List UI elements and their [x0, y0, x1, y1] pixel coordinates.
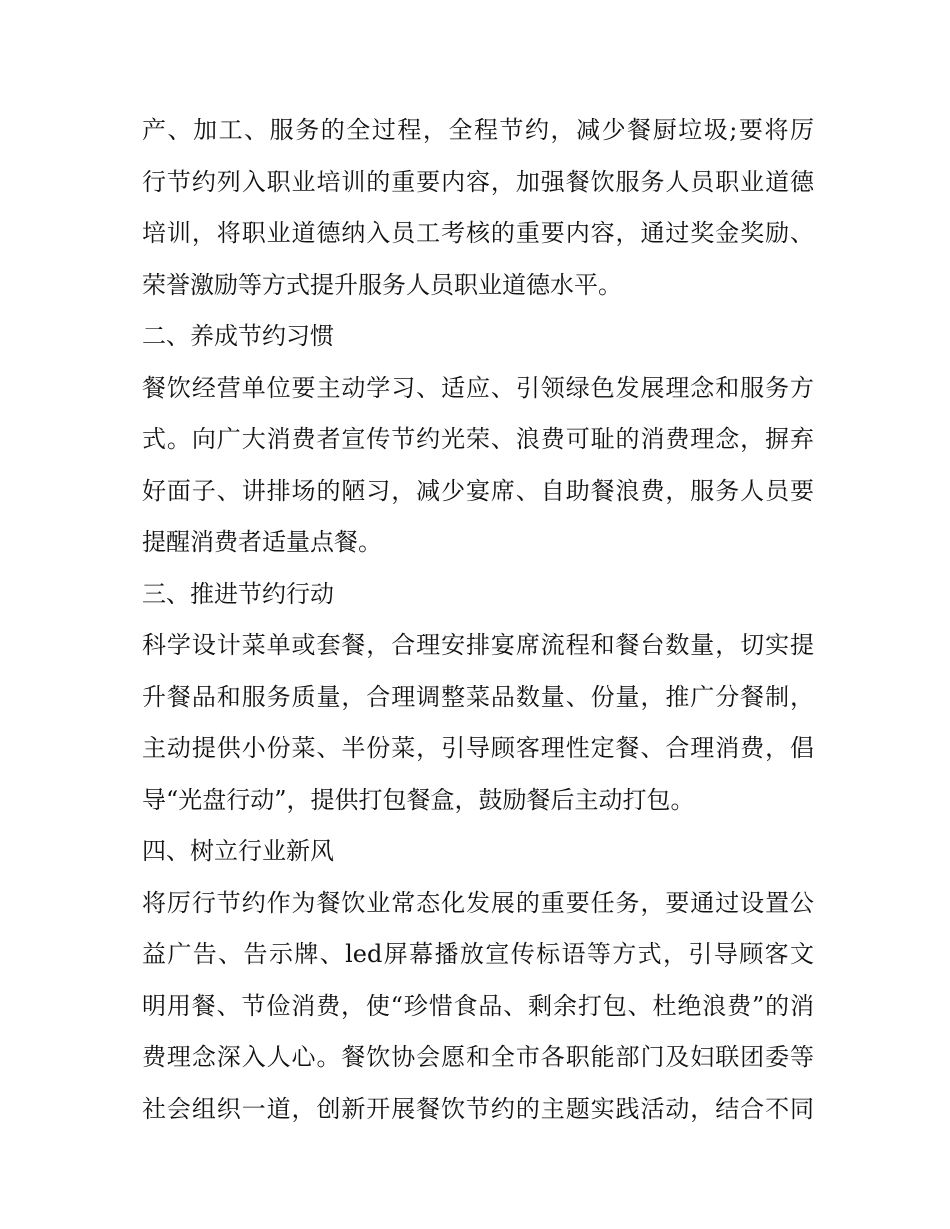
- text-line: 三、推进节约行动: [142, 579, 334, 608]
- text-line: 培训，将职业道德纳入员工考核的重要内容，通过奖金奖励、: [142, 219, 814, 247]
- text-line: 好面子、讲排场的陋习，减少宴席、自助餐浪费，服务人员要: [142, 476, 814, 505]
- text-line: 明用餐、节俭消费，使“珍惜食品、剩余打包、杜绝浪费”的消: [142, 991, 814, 1020]
- text-line: 科学设计菜单或套餐，合理安排宴席流程和餐台数量，切实提: [142, 631, 814, 659]
- text-line: 餐饮经营单位要主动学习、适应、引领绿色发展理念和服务方: [142, 373, 814, 402]
- text-line: 升餐品和服务质量，合理调整菜品数量、份量，推广分餐制，: [142, 682, 814, 711]
- text-line: 社会组织一道，创新开展餐饮节约的主题实践活动，结合不同: [142, 1094, 814, 1123]
- text-line: 主动提供小份菜、半份菜，引导顾客理性定餐、合理消费，倡: [142, 734, 814, 762]
- document-body: [142, 110, 814, 1140]
- text-line: 提醒消费者适量点餐。: [142, 528, 382, 556]
- text-line: 导“光盘行动”，提供打包餐盒，鼓励餐后主动打包。: [142, 785, 695, 814]
- text-line: 二、养成节约习惯: [142, 322, 334, 350]
- text-line: 荣誉激励等方式提升服务人员职业道德水平。: [142, 270, 622, 299]
- text-line: 产、加工、服务的全过程，全程节约，减少餐厨垃圾;要将厉: [142, 116, 814, 144]
- text-line: 行节约列入职业培训的重要内容，加强餐饮服务人员职业道德: [142, 167, 814, 196]
- text-line: 益广告、告示牌、led屏幕播放宣传标语等方式，引导顾客文: [142, 940, 814, 968]
- text-line: 将厉行节约作为餐饮业常态化发展的重要任务，要通过设置公: [142, 888, 814, 917]
- text-line: 式。向广大消费者宣传节约光荣、浪费可耻的消费理念，摒弃: [142, 425, 814, 453]
- text-line: 四、树立行业新风: [142, 837, 334, 865]
- text-line: 费理念深入人心。餐饮协会愿和全市各职能部门及妇联团委等: [142, 1043, 814, 1071]
